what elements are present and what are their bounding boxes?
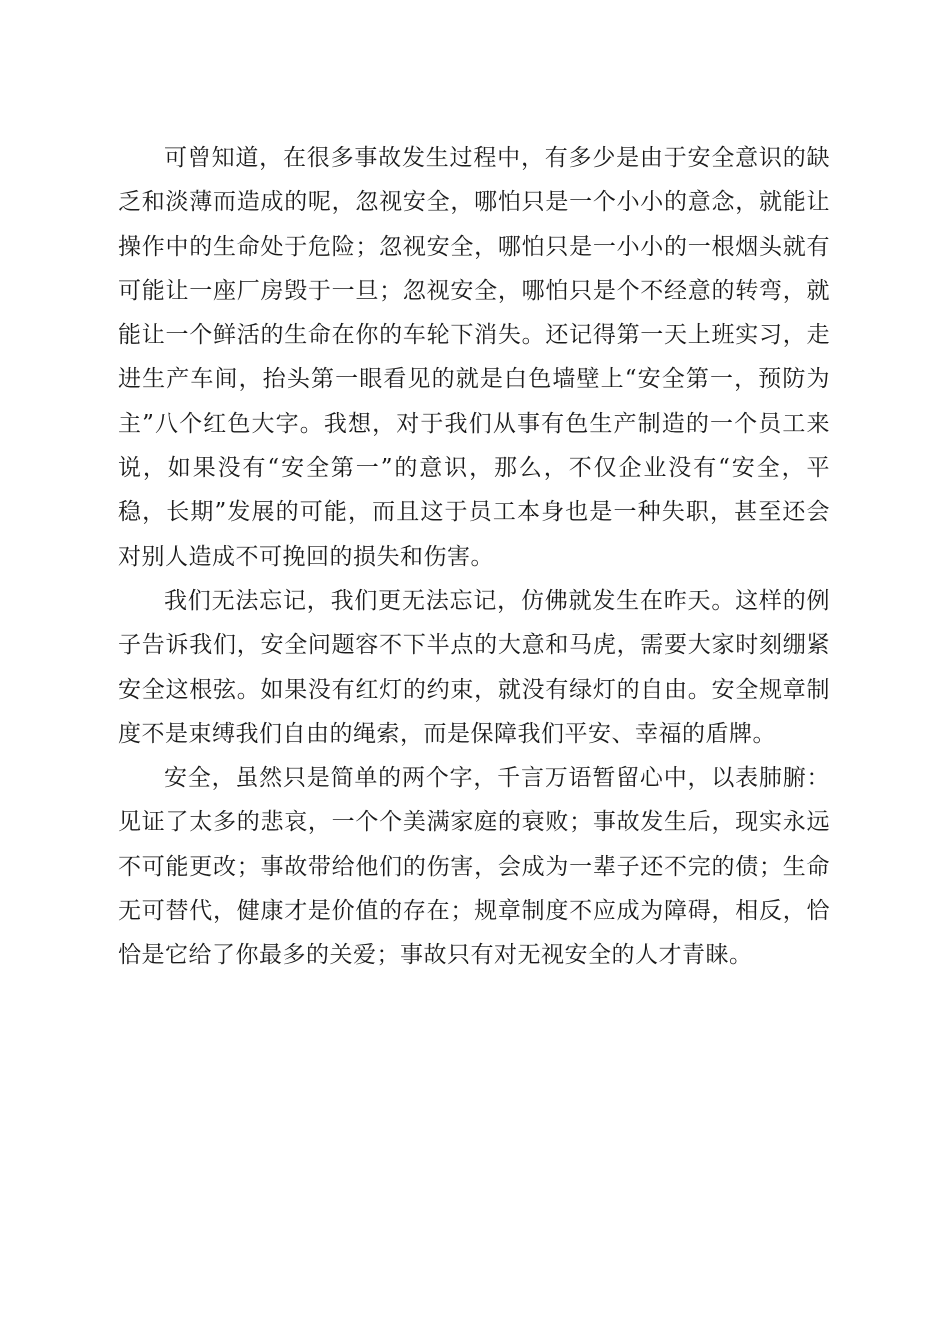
document-page xyxy=(118,136,830,978)
paragraph-1: 可曾知道，在很多事故发生过程中，有多少是由于安全意识的缺乏和淡薄而造成的呢，忽视安全，哪怕只是一个小小的意念，就能让操作中的生命处于危险；忽视安全，哪怕只是一小小的一根烟头就有可能让一座厂房毁于一旦；忽视安全，哪怕只是个不经意的转弯，就能让一个鲜活的生命在你的车轮下消失。还记得第一天上班实习，走进生产车间，抬头第一眼看见的就是白色墙壁上“安全第一，预防为主”八个红色大字。我想，对于我们从事有色生产制造的一个员工来说，如果没有“安全第一”的意识，那么，不仅企业没有“安全，平稳，长期”发展的可能，而且这于员工本身也是一种失职，甚至还会对别人造成不可挽回的损失和伤害。 xyxy=(118,145,830,570)
paragraph-2: 我们无法忘记，我们更无法忘记，仿佛就发生在昨天。这样的例子告诉我们，安全问题容不下半点的大意和马虎，需要大家时刻绷紧安全这根弦。如果没有红灯的约束，就没有绿灯的自由。安全规章制度不是束缚我们自由的绳索，而是保障我们平安、幸福的盾牌。 xyxy=(118,587,830,747)
paragraph-3: 安全，虽然只是简单的两个字，千言万语暂留心中，以表肺腑：见证了太多的悲哀，一个个美满家庭的衰败；事故发生后，现实永远不可能更改；事故带给他们的伤害，会成为一辈子还不完的债；生命无可替代，健康才是价值的存在；规章制度不应成为障碍，相反，恰恰是它给了你最多的关爱；事故只有对无视安全的人才青睐。 xyxy=(118,765,830,969)
